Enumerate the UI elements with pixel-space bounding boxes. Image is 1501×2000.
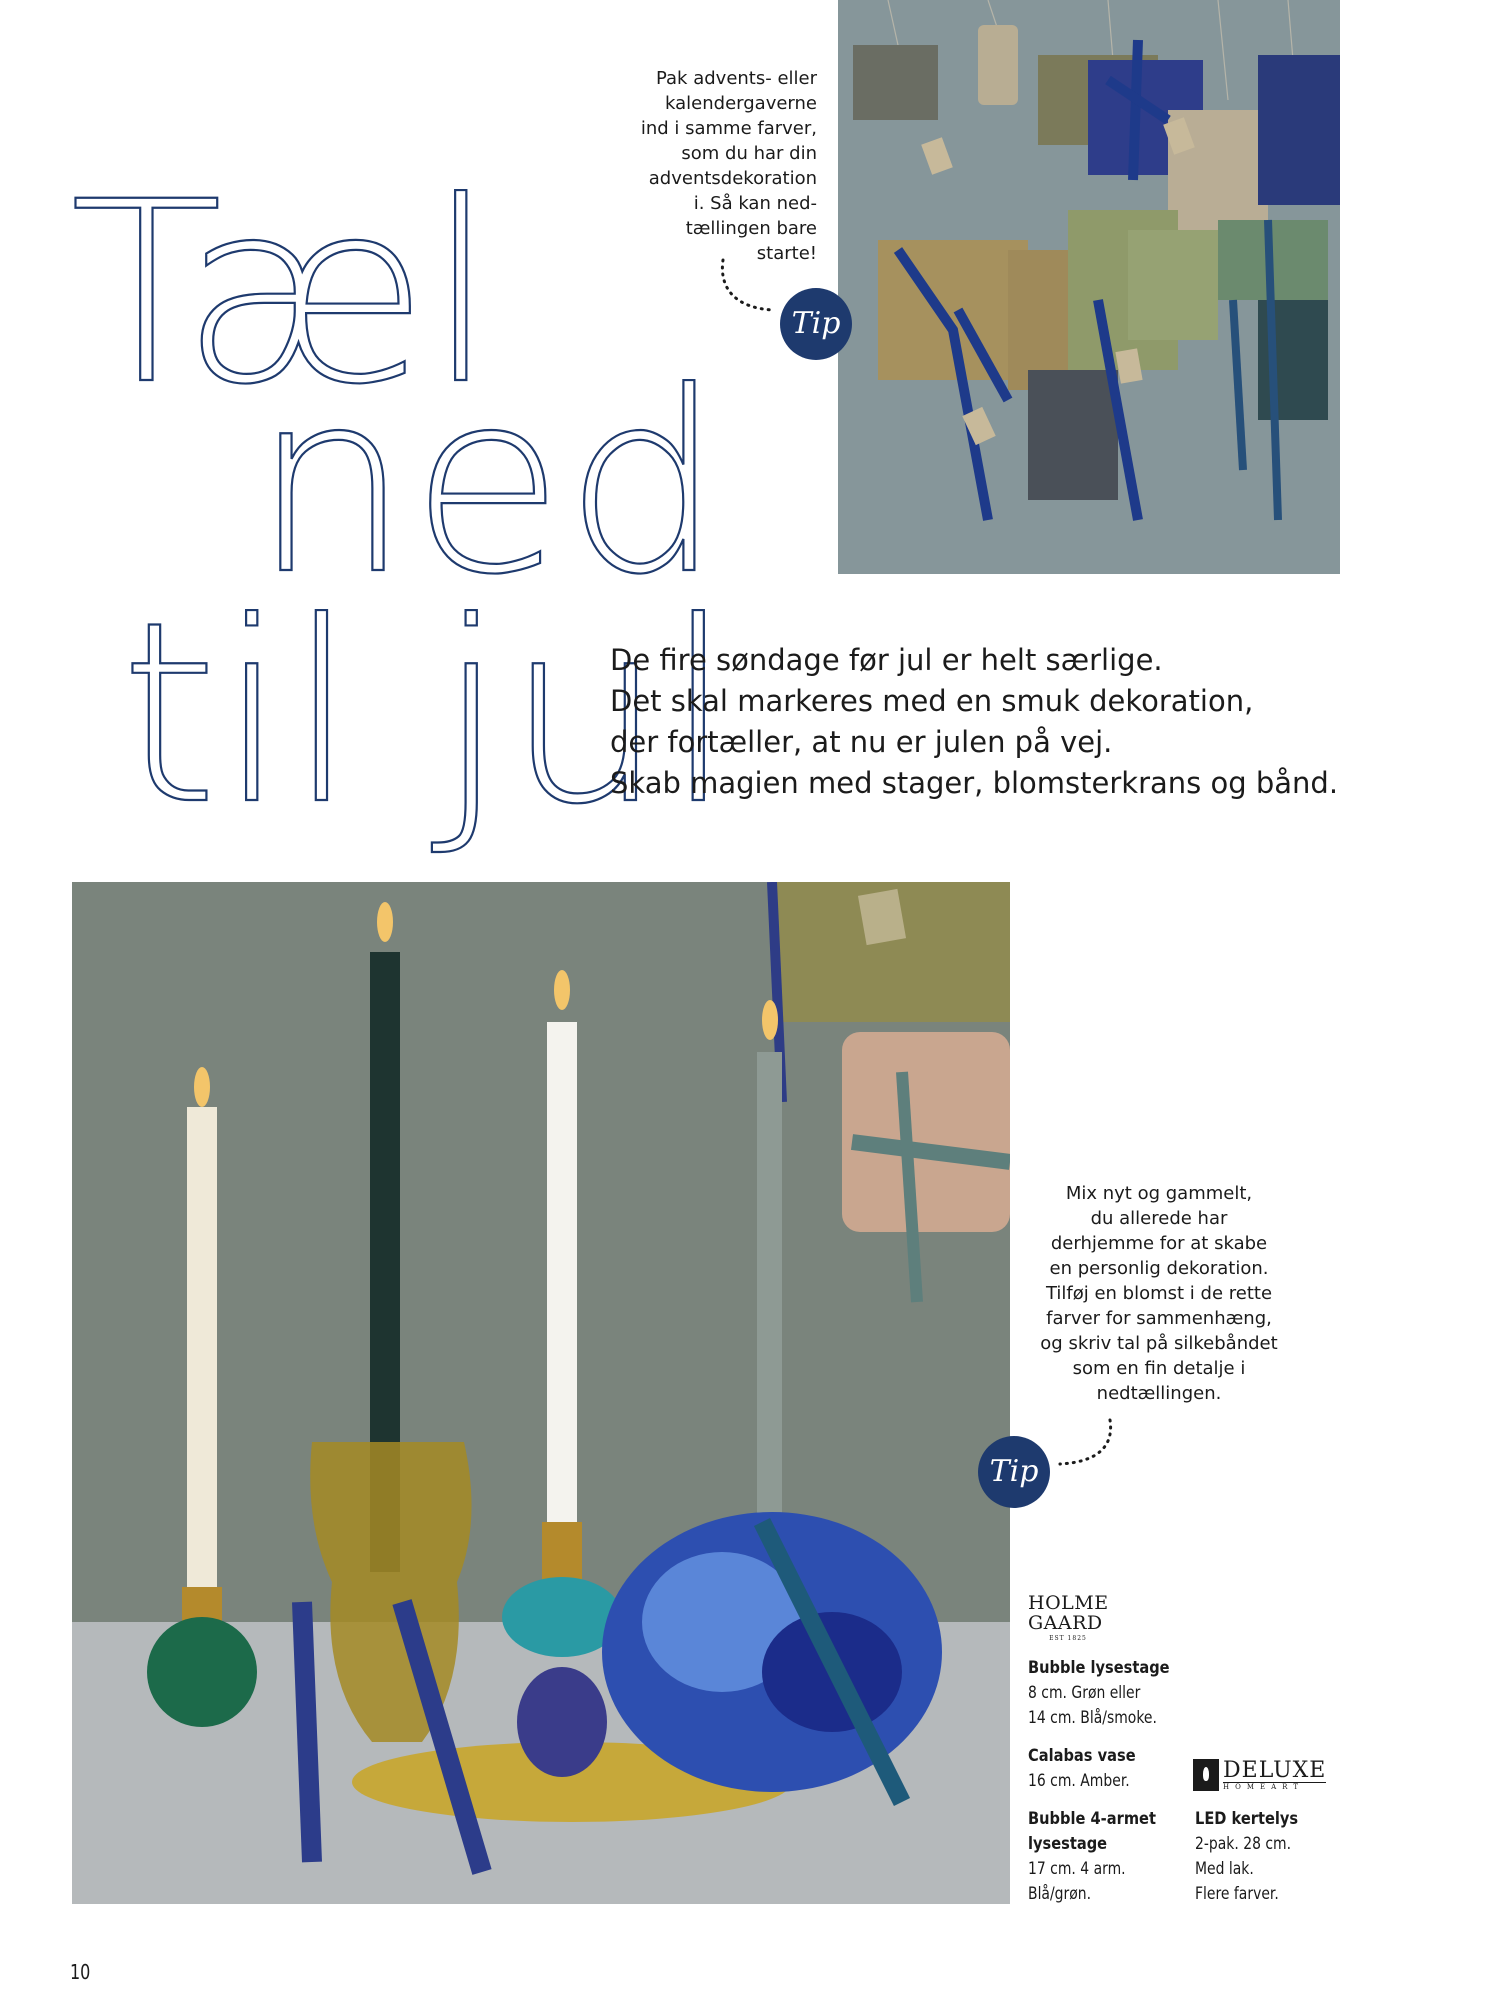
dotted-arrow-top bbox=[715, 258, 775, 318]
photo-candle-arrangement bbox=[72, 882, 1010, 1904]
tip-text-mix bbox=[1025, 1181, 1293, 1406]
logo-line: DELUXE bbox=[1223, 1757, 1327, 1783]
product-desc: Med lak. bbox=[1195, 1859, 1254, 1879]
headline-line1: Tæl bbox=[70, 148, 497, 439]
product-name: LED kertelys bbox=[1195, 1809, 1299, 1829]
product-name: Bubble 4-armet bbox=[1028, 1809, 1156, 1829]
product-desc: 17 cm. 4 arm. bbox=[1028, 1859, 1126, 1879]
tip-line: derhjemme for at skabe bbox=[1050, 1233, 1268, 1254]
tip-line: i. Så kan ned- bbox=[693, 193, 817, 214]
product-desc: 14 cm. Blå/smoke. bbox=[1028, 1708, 1157, 1728]
product-name: Bubble lysestage bbox=[1028, 1658, 1170, 1678]
tip-line: Tilføj en blomst i de rette bbox=[1045, 1283, 1273, 1304]
product-desc: 16 cm. Amber. bbox=[1028, 1771, 1130, 1791]
headline-line3: til jul bbox=[120, 568, 734, 859]
gifts-illustration bbox=[838, 0, 1340, 574]
tip-line: som en fin detalje i bbox=[1072, 1358, 1246, 1379]
product-name: Calabas vase bbox=[1028, 1746, 1136, 1766]
deluxe-logo-text bbox=[1223, 1757, 1327, 1791]
intro-line: Skab magien med stager, blomsterkrans og bånd. bbox=[610, 766, 1339, 800]
product-bubble-lysestage bbox=[1028, 1656, 1193, 1731]
logo-sub: HOMEART bbox=[1223, 1782, 1326, 1791]
tip-text-gifts bbox=[597, 66, 817, 266]
tip-line: nedtællingen. bbox=[1096, 1383, 1222, 1404]
logo-line: HOLME bbox=[1028, 1592, 1109, 1614]
tip-badge-bottom: Tip bbox=[978, 1436, 1050, 1508]
product-desc: 8 cm. Grøn eller bbox=[1028, 1683, 1141, 1703]
product-led-kertelys bbox=[1195, 1807, 1315, 1907]
tip-line: en personlig dekoration. bbox=[1049, 1258, 1269, 1279]
product-desc: 2-pak. 28 cm. bbox=[1195, 1834, 1292, 1854]
page-number: 10 bbox=[70, 1960, 91, 1984]
intro-line: De fire søndage før jul er helt særlige. bbox=[610, 643, 1163, 677]
product-calabas-vase bbox=[1028, 1744, 1153, 1794]
tip-line: starte! bbox=[756, 243, 817, 264]
headline-line2: ned bbox=[252, 338, 723, 629]
tip-line: ind i samme farver, bbox=[640, 118, 817, 139]
product-desc: Blå/grøn. bbox=[1028, 1884, 1092, 1904]
deluxe-logo bbox=[1193, 1759, 1326, 1791]
tip-badge-top: Tip bbox=[780, 288, 852, 360]
intro-line: der fortæller, at nu er julen på vej. bbox=[610, 725, 1113, 759]
tip-line: du allerede har bbox=[1090, 1208, 1228, 1229]
logo-est: EST 1825 bbox=[1049, 1635, 1087, 1642]
tip-line: som du har din bbox=[681, 143, 817, 164]
tip-line: Mix nyt og gammelt, bbox=[1065, 1183, 1253, 1204]
dotted-arrow-bottom bbox=[1058, 1418, 1118, 1473]
candle-icon bbox=[1193, 1759, 1219, 1791]
tip-line: farver for sammenhæng, bbox=[1046, 1308, 1272, 1329]
tip-line: og skriv tal på silkebåndet bbox=[1040, 1333, 1278, 1354]
product-name: lysestage bbox=[1028, 1834, 1108, 1854]
product-bubble-4-armet bbox=[1028, 1807, 1177, 1907]
holmegaard-logo bbox=[1028, 1593, 1109, 1642]
tip-line: Pak advents- eller bbox=[655, 68, 817, 89]
tip-line: kalendergaverne bbox=[665, 93, 817, 114]
photo-hanging-gifts bbox=[838, 0, 1340, 574]
candles-illustration bbox=[72, 882, 1010, 1904]
intro-line: Det skal markeres med en smuk dekoration, bbox=[610, 684, 1254, 718]
intro-text bbox=[610, 640, 1370, 804]
tip-line: adventsdekoration bbox=[648, 168, 817, 189]
product-desc: Flere farver. bbox=[1195, 1884, 1279, 1904]
tip-line: tællingen bare bbox=[685, 218, 817, 239]
logo-line: GAARD bbox=[1028, 1612, 1103, 1634]
